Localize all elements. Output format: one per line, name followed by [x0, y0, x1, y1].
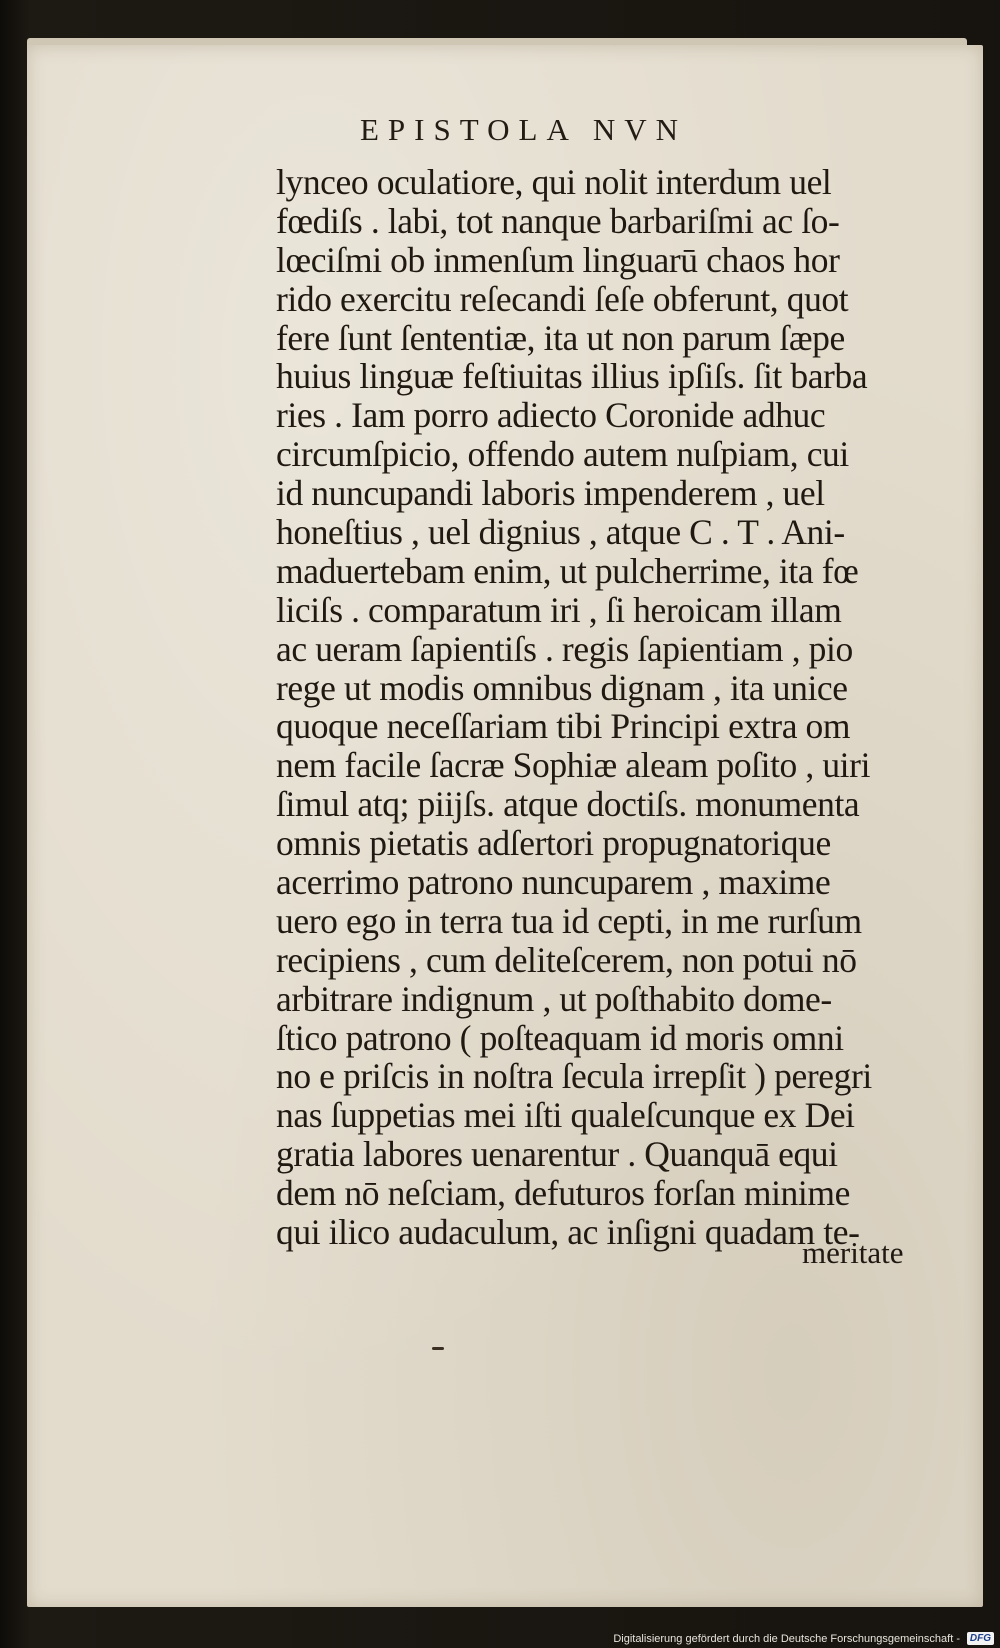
dfg-logo: DFG: [967, 1632, 994, 1645]
text-line: uero ego in terra tua id cepti, in me rurſum: [276, 900, 862, 941]
body-text: [276, 163, 916, 1252]
text-line: id nuncupandi laboris impenderem , uel: [276, 473, 825, 514]
text-line: lynceo oculatiore, qui nolit interdum uel: [276, 162, 832, 202]
text-line: huius linguæ feſtiuitas illius ipſiſs. ſit barba: [276, 356, 868, 397]
text-line: ſtico patrono ( poſteaquam id moris omni: [276, 1017, 844, 1058]
ink-speck: [432, 1347, 444, 1350]
text-line: maduertebam enim, ut pulcherrime, ita fœ: [276, 550, 859, 591]
text-line: ac ueram ſapientiſs . regis ſapientiam , pio: [276, 628, 853, 669]
text-line: recipiens , cum deliteſcerem, non potui nō: [276, 939, 857, 980]
text-line: liciſs . comparatum iri , ſi heroicam illam: [276, 589, 842, 630]
text-line: fere ſunt ſententiæ, ita ut non parum ſæpe: [276, 317, 845, 358]
text-line: no e priſcis in noſtra ſecula irrepſit ) peregri: [276, 1056, 872, 1097]
text-line: rege ut modis omnibus dignam , ita unice: [276, 667, 848, 708]
digitization-credit: [613, 1633, 960, 1645]
text-line: qui ilico audaculum, ac inſigni quadam te-: [276, 1212, 860, 1253]
credit-text: Digitalisierung gefördert durch die Deutsche Forschungsgemeinschaft -: [613, 1633, 960, 1645]
text-line: honeſtius , uel dignius , atque C . T . Ani-: [276, 512, 845, 553]
text-line: circumſpicio, offendo autem nuſpiam, cui: [276, 434, 849, 475]
text-line: ſimul atq; piijſs. atque doctiſs. monumenta: [276, 784, 860, 825]
text-line: fœdiſs . labi, tot nanque barbariſmi ac ſo-: [276, 200, 840, 241]
text-line: nem facile ſacræ Sophiæ aleam poſito , uiri: [276, 745, 871, 786]
text-line: omnis pietatis adſertori propugnatorique: [276, 823, 831, 864]
text-line: ries . Iam porro adiecto Coronide adhuc: [276, 395, 826, 436]
text-line: quoque neceſſariam tibi Principi extra om: [276, 706, 851, 747]
text-line: arbitrare indignum , ut poſthabito dome-: [276, 978, 832, 1019]
text-line: gratia labores uenarentur . Quanquā equi: [276, 1134, 838, 1175]
catchword: meritate: [802, 1235, 904, 1270]
text-line: rido exercitu reſecandi ſeſe obferunt, quot: [276, 278, 849, 319]
text-line: acerrimo patrono nuncuparem , maxime: [276, 862, 831, 903]
text-line: dem nō neſciam, defuturos forſan minime: [276, 1173, 850, 1214]
running-head: EPISTOLA NVN: [360, 112, 688, 147]
text-line: nas ſuppetias mei iſti qualeſcunque ex Dei: [276, 1095, 855, 1136]
text-line: lœciſmi ob inmenſum linguarū chaos hor: [276, 239, 840, 280]
